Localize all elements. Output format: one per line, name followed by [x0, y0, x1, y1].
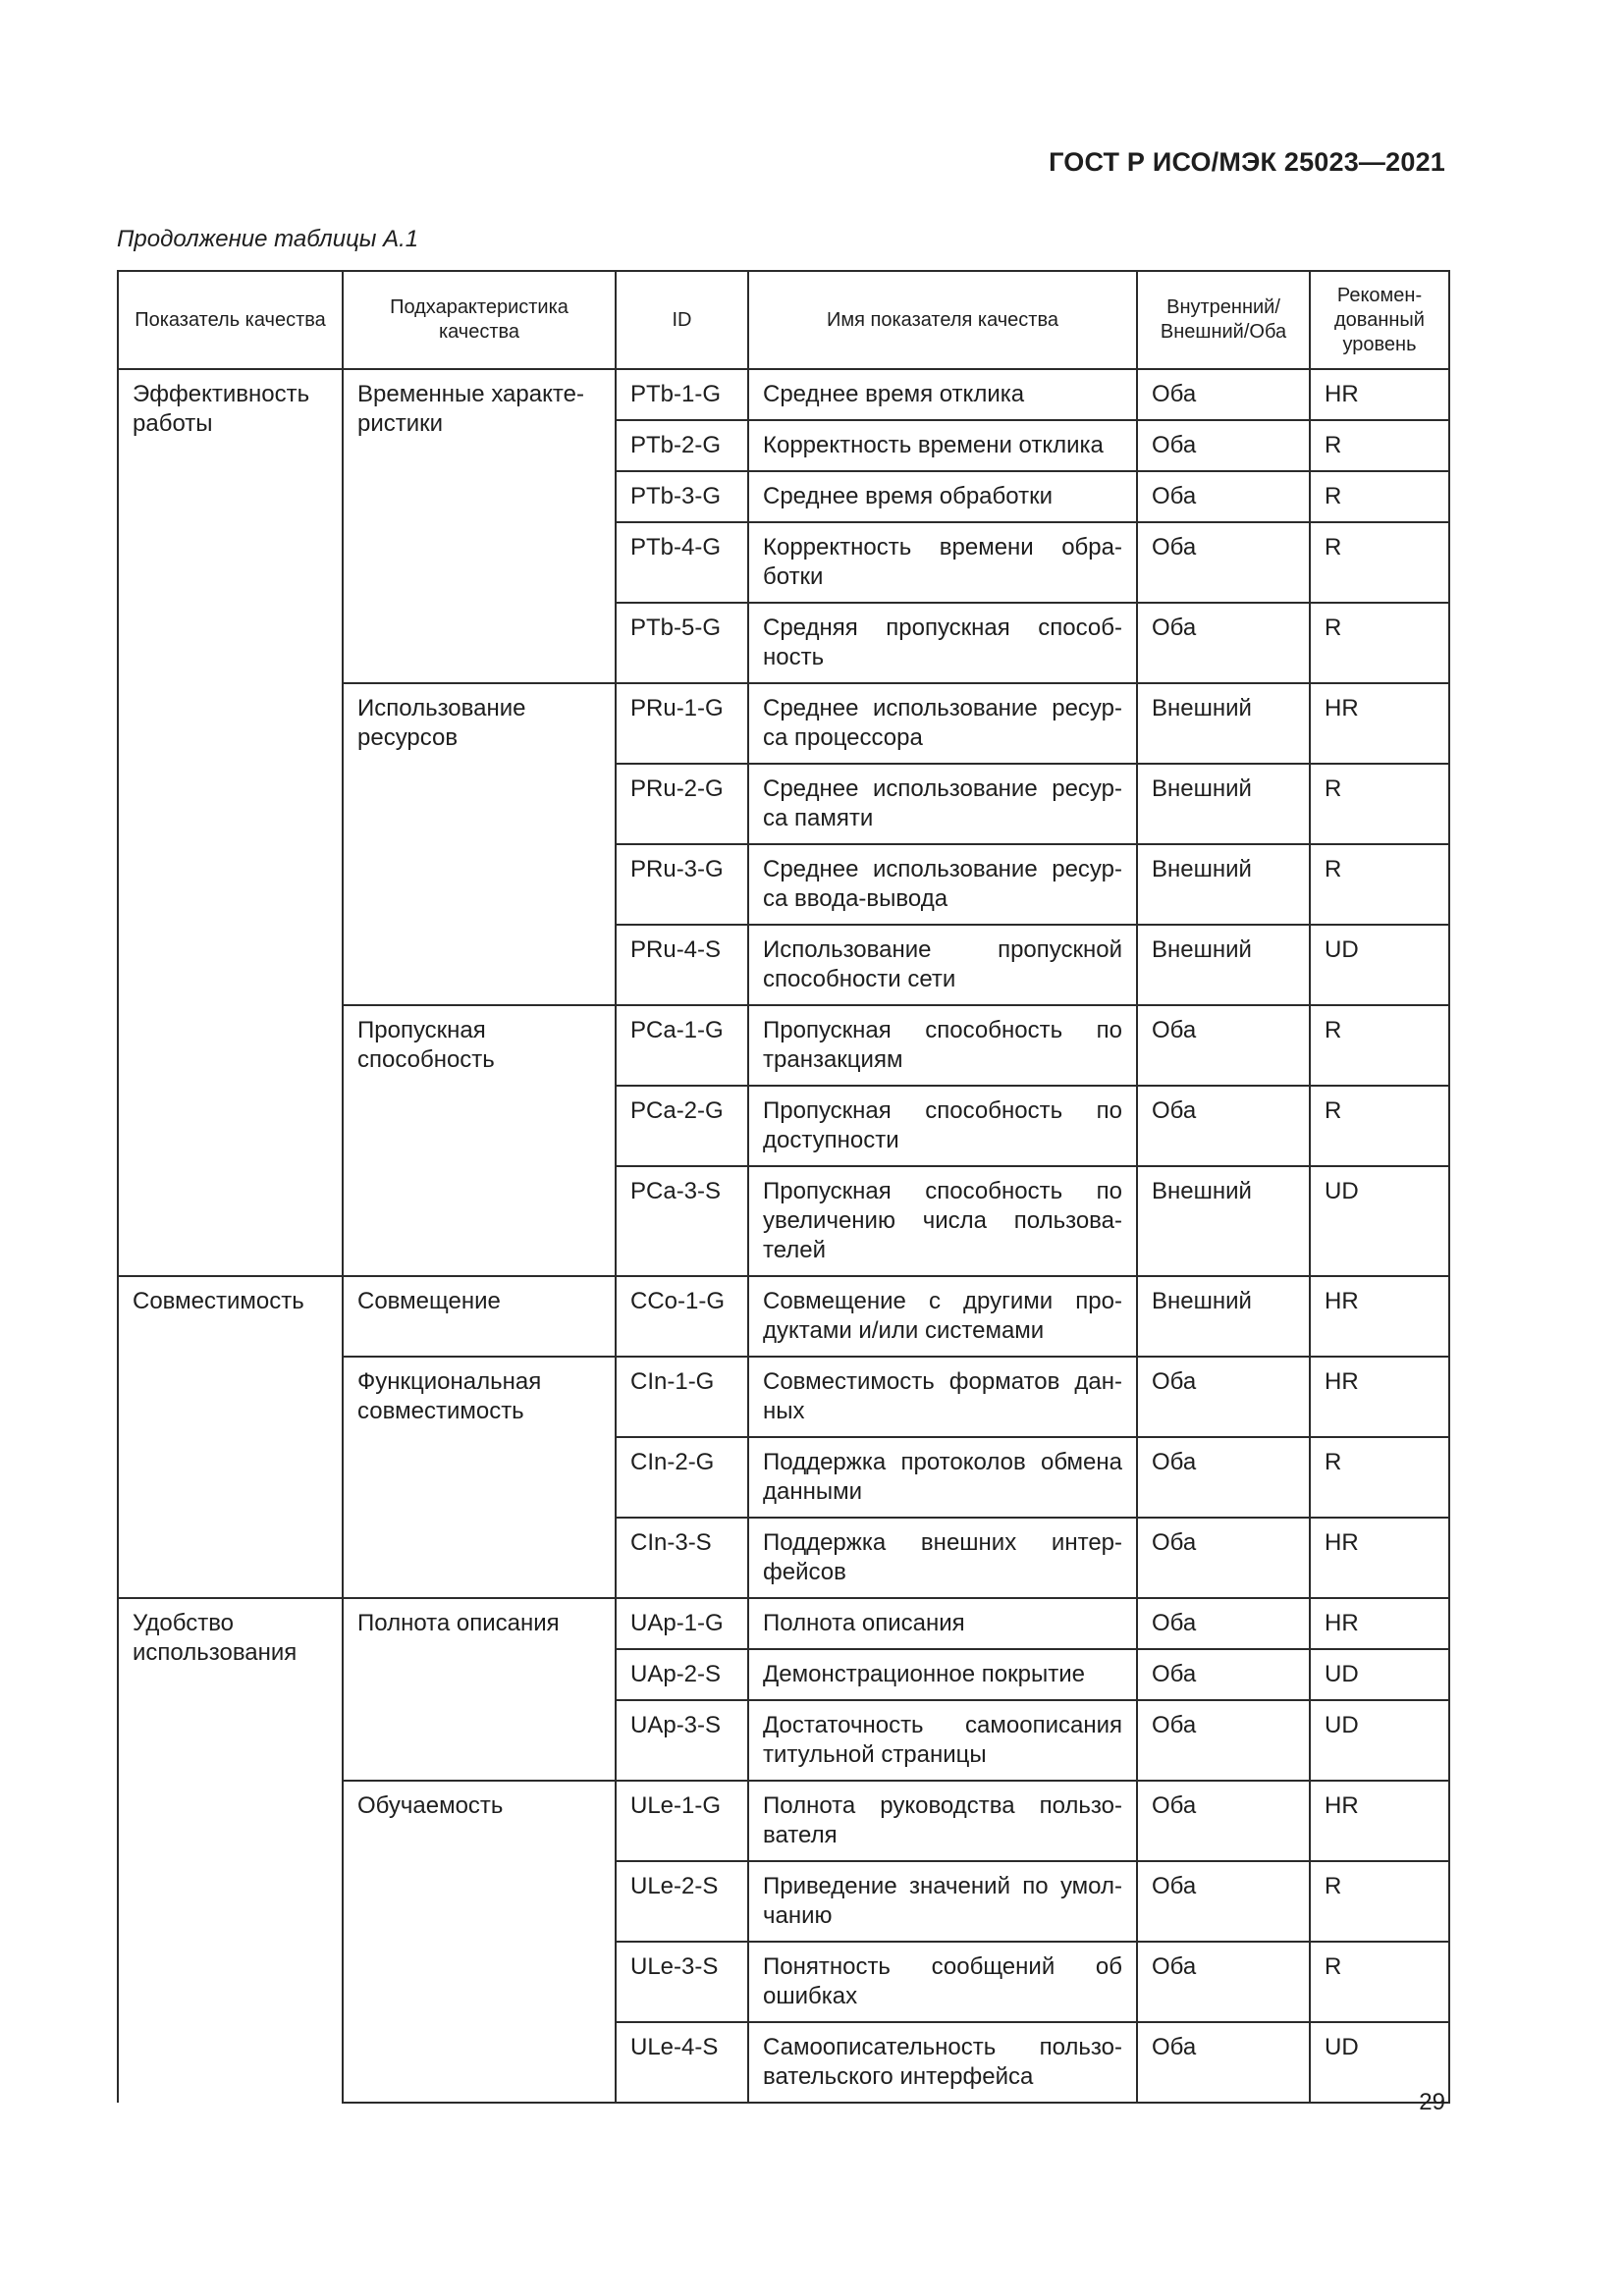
cell-id: UAp-3-S — [616, 1700, 748, 1781]
cell-internal-external: Оба — [1137, 1861, 1310, 1942]
cell-id: PRu-2-G — [616, 764, 748, 844]
cell-internal-external: Внешний — [1137, 683, 1310, 764]
header-recommended-level: Рекомен-дованный уровень — [1310, 271, 1449, 369]
table-body — [118, 369, 1449, 2103]
cell-recommended-level: R — [1310, 844, 1449, 925]
cell-id: CIn-1-G — [616, 1357, 748, 1437]
cell-id: PCa-3-S — [616, 1166, 748, 1276]
cell-indicator: Эффективность работы — [118, 369, 343, 1276]
header-measure-name: Имя показателя качества — [748, 271, 1137, 369]
cell-internal-external: Оба — [1137, 1518, 1310, 1598]
cell-id: ULe-4-S — [616, 2022, 748, 2103]
cell-id: CIn-2-G — [616, 1437, 748, 1518]
cell-recommended-level: R — [1310, 1005, 1449, 1086]
cell-id: PCa-2-G — [616, 1086, 748, 1166]
table-row — [118, 369, 1449, 420]
header-internal-external: Внутренний/ Внешний/Оба — [1137, 271, 1310, 369]
cell-recommended-level: HR — [1310, 683, 1449, 764]
cell-subcharacteristic: Временные характе-ристики — [343, 369, 616, 683]
table-row — [118, 1598, 1449, 1649]
cell-internal-external: Оба — [1137, 1598, 1310, 1649]
cell-subcharacteristic: Полнота описания — [343, 1598, 616, 1781]
cell-recommended-level: R — [1310, 471, 1449, 522]
cell-measure-name: Поддержка протоколов обмена данными — [748, 1437, 1137, 1518]
cell-measure-name: Понятность сообщений об ошибках — [748, 1942, 1137, 2022]
cell-internal-external: Внешний — [1137, 1276, 1310, 1357]
cell-id: PTb-4-G — [616, 522, 748, 603]
cell-measure-name: Среднее время обработки — [748, 471, 1137, 522]
cell-id: PTb-1-G — [616, 369, 748, 420]
cell-measure-name: Пропускная способность по доступности — [748, 1086, 1137, 1166]
cell-indicator: Удобство использования — [118, 1598, 343, 2103]
cell-id: ULe-3-S — [616, 1942, 748, 2022]
cell-measure-name: Среднее время отклика — [748, 369, 1137, 420]
cell-id: PTb-2-G — [616, 420, 748, 471]
cell-measure-name: Средняя пропускная способ-ность — [748, 603, 1137, 683]
header-indicator: Показатель качества — [118, 271, 343, 369]
cell-recommended-level: UD — [1310, 1649, 1449, 1700]
cell-recommended-level: HR — [1310, 369, 1449, 420]
cell-id: ULe-2-S — [616, 1861, 748, 1942]
cell-internal-external: Оба — [1137, 1649, 1310, 1700]
cell-measure-name: Пропускная способность по увеличению числа пользова-телей — [748, 1166, 1137, 1276]
cell-measure-name: Достаточность самоописания титульной страницы — [748, 1700, 1137, 1781]
cell-internal-external: Оба — [1137, 1437, 1310, 1518]
cell-id: ULe-1-G — [616, 1781, 748, 1861]
table-caption: Продолжение таблицы А.1 — [117, 226, 419, 252]
cell-measure-name: Полнота описания — [748, 1598, 1137, 1649]
page-number: 29 — [1419, 2089, 1445, 2115]
cell-id: PTb-3-G — [616, 471, 748, 522]
cell-recommended-level: R — [1310, 420, 1449, 471]
cell-id: PCa-1-G — [616, 1005, 748, 1086]
cell-id: UAp-2-S — [616, 1649, 748, 1700]
cell-recommended-level: UD — [1310, 2022, 1449, 2103]
cell-subcharacteristic: Функциональная совместимость — [343, 1357, 616, 1598]
cell-internal-external: Оба — [1137, 1781, 1310, 1861]
cell-measure-name: Поддержка внешних интер-фейсов — [748, 1518, 1137, 1598]
cell-recommended-level: R — [1310, 1861, 1449, 1942]
cell-internal-external: Оба — [1137, 1942, 1310, 2022]
table-header-row — [118, 271, 1449, 369]
cell-measure-name: Среднее использование ресур-са памяти — [748, 764, 1137, 844]
cell-subcharacteristic: Использование ресурсов — [343, 683, 616, 1005]
cell-internal-external: Внешний — [1137, 1166, 1310, 1276]
cell-id: PRu-4-S — [616, 925, 748, 1005]
cell-internal-external: Оба — [1137, 2022, 1310, 2103]
cell-indicator: Совместимость — [118, 1276, 343, 1598]
cell-measure-name: Корректность времени обра-ботки — [748, 522, 1137, 603]
cell-recommended-level: R — [1310, 1437, 1449, 1518]
cell-measure-name: Среднее использование ресур-са процессора — [748, 683, 1137, 764]
cell-subcharacteristic: Обучаемость — [343, 1781, 616, 2103]
cell-measure-name: Среднее использование ресур-са ввода-вывода — [748, 844, 1137, 925]
cell-recommended-level: HR — [1310, 1357, 1449, 1437]
cell-id: PTb-5-G — [616, 603, 748, 683]
cell-internal-external: Оба — [1137, 1005, 1310, 1086]
cell-internal-external: Оба — [1137, 522, 1310, 603]
cell-internal-external: Оба — [1137, 471, 1310, 522]
cell-measure-name: Самоописательность пользо-вательского интерфейса — [748, 2022, 1137, 2103]
document-title: ГОСТ Р ИСО/МЭК 25023—2021 — [1049, 147, 1445, 177]
cell-internal-external: Внешний — [1137, 764, 1310, 844]
cell-measure-name: Корректность времени отклика — [748, 420, 1137, 471]
cell-measure-name: Демонстрационное покрытие — [748, 1649, 1137, 1700]
cell-subcharacteristic: Пропускная способность — [343, 1005, 616, 1276]
cell-recommended-level: HR — [1310, 1276, 1449, 1357]
cell-measure-name: Полнота руководства пользо-вателя — [748, 1781, 1137, 1861]
cell-id: UAp-1-G — [616, 1598, 748, 1649]
cell-internal-external: Оба — [1137, 420, 1310, 471]
cell-id: PRu-3-G — [616, 844, 748, 925]
cell-recommended-level: R — [1310, 1086, 1449, 1166]
cell-recommended-level: R — [1310, 522, 1449, 603]
cell-measure-name: Пропускная способность по транзакциям — [748, 1005, 1137, 1086]
cell-subcharacteristic: Совмещение — [343, 1276, 616, 1357]
cell-recommended-level: R — [1310, 764, 1449, 844]
cell-internal-external: Оба — [1137, 603, 1310, 683]
cell-measure-name: Совмещение с другими про-дуктами и/или системами — [748, 1276, 1137, 1357]
cell-recommended-level: HR — [1310, 1518, 1449, 1598]
cell-recommended-level: R — [1310, 1942, 1449, 2022]
cell-recommended-level: UD — [1310, 925, 1449, 1005]
cell-id: PRu-1-G — [616, 683, 748, 764]
cell-measure-name: Совместимость форматов дан-ных — [748, 1357, 1137, 1437]
cell-id: CIn-3-S — [616, 1518, 748, 1598]
cell-recommended-level: R — [1310, 603, 1449, 683]
cell-internal-external: Оба — [1137, 1086, 1310, 1166]
cell-id: CCo-1-G — [616, 1276, 748, 1357]
cell-internal-external: Внешний — [1137, 925, 1310, 1005]
cell-internal-external: Оба — [1137, 369, 1310, 420]
cell-recommended-level: HR — [1310, 1781, 1449, 1861]
cell-internal-external: Внешний — [1137, 844, 1310, 925]
cell-internal-external: Оба — [1137, 1357, 1310, 1437]
cell-measure-name: Использование пропускной способности сети — [748, 925, 1137, 1005]
cell-internal-external: Оба — [1137, 1700, 1310, 1781]
cell-measure-name: Приведение значений по умол-чанию — [748, 1861, 1137, 1942]
cell-recommended-level: UD — [1310, 1166, 1449, 1276]
table-row — [118, 1276, 1449, 1357]
quality-measures-table — [117, 270, 1450, 2104]
cell-recommended-level: HR — [1310, 1598, 1449, 1649]
header-subcharacteristic: Подхарактеристика качества — [343, 271, 616, 369]
header-id: ID — [616, 271, 748, 369]
cell-recommended-level: UD — [1310, 1700, 1449, 1781]
